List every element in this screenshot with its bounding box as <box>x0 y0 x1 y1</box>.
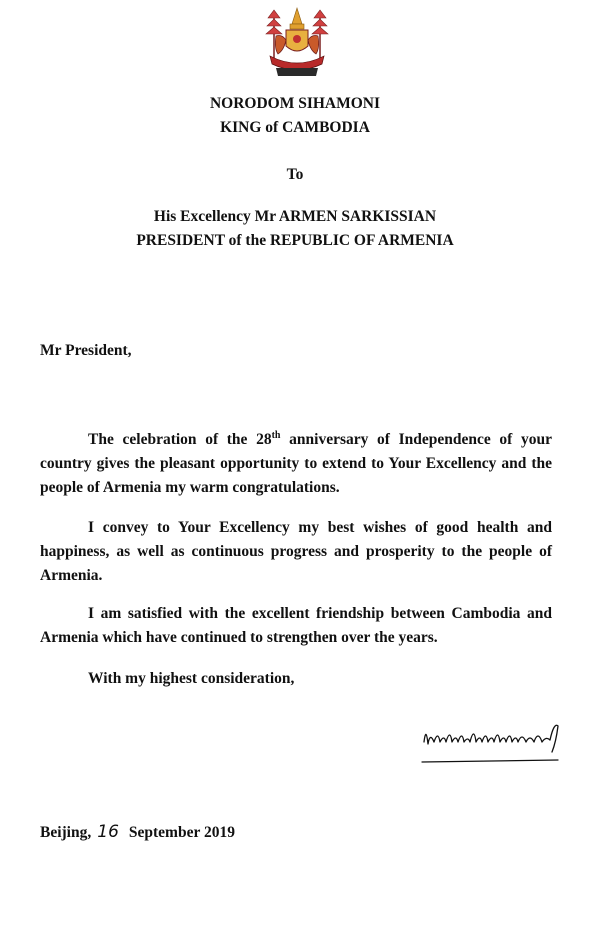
sender-name: NORODOM SIHAMONI <box>209 95 381 112</box>
salutation: Mr President, <box>40 342 132 359</box>
p1-text-after: anniversary of Independence of your country gives the pleasant opportunity to extend to Your Excellency and the people of Armenia my warm congratulations. <box>40 431 552 496</box>
recipient-title: PRESIDENT of the REPUBLIC OF ARMENIA <box>136 232 454 249</box>
p2-text: I convey to Your Excellency my best wishes of good health and happiness, as well as continuous progress and prosperity to the people of Armenia. <box>40 519 552 584</box>
sender-block <box>0 92 590 140</box>
date-month-year: September 2019 <box>128 824 235 841</box>
to-label: To <box>286 166 304 183</box>
date-place: Beijing, <box>40 824 92 841</box>
body-paragraph-3 <box>40 602 552 650</box>
body-paragraph-2 <box>40 516 552 588</box>
p1-text-before: The celebration of the 28 <box>88 431 272 448</box>
body-paragraph-1 <box>40 428 552 500</box>
recipient-block <box>0 205 590 253</box>
handwritten-signature-icon <box>418 712 568 772</box>
royal-arms-of-cambodia-icon <box>262 6 332 80</box>
sender-title: KING of CAMBODIA <box>220 119 370 136</box>
closing-line: With my highest consideration, <box>88 670 295 687</box>
dateline <box>40 822 235 842</box>
p1-ordinal-suffix: th <box>271 429 281 441</box>
p3-text: I am satisfied with the excellent friendship between Cambodia and Armenia which have continued to strengthen over the years. <box>40 605 552 646</box>
date-day-handwritten: 16 <box>97 822 119 842</box>
recipient-name: His Excellency Mr ARMEN SARKISSIAN <box>153 208 437 225</box>
